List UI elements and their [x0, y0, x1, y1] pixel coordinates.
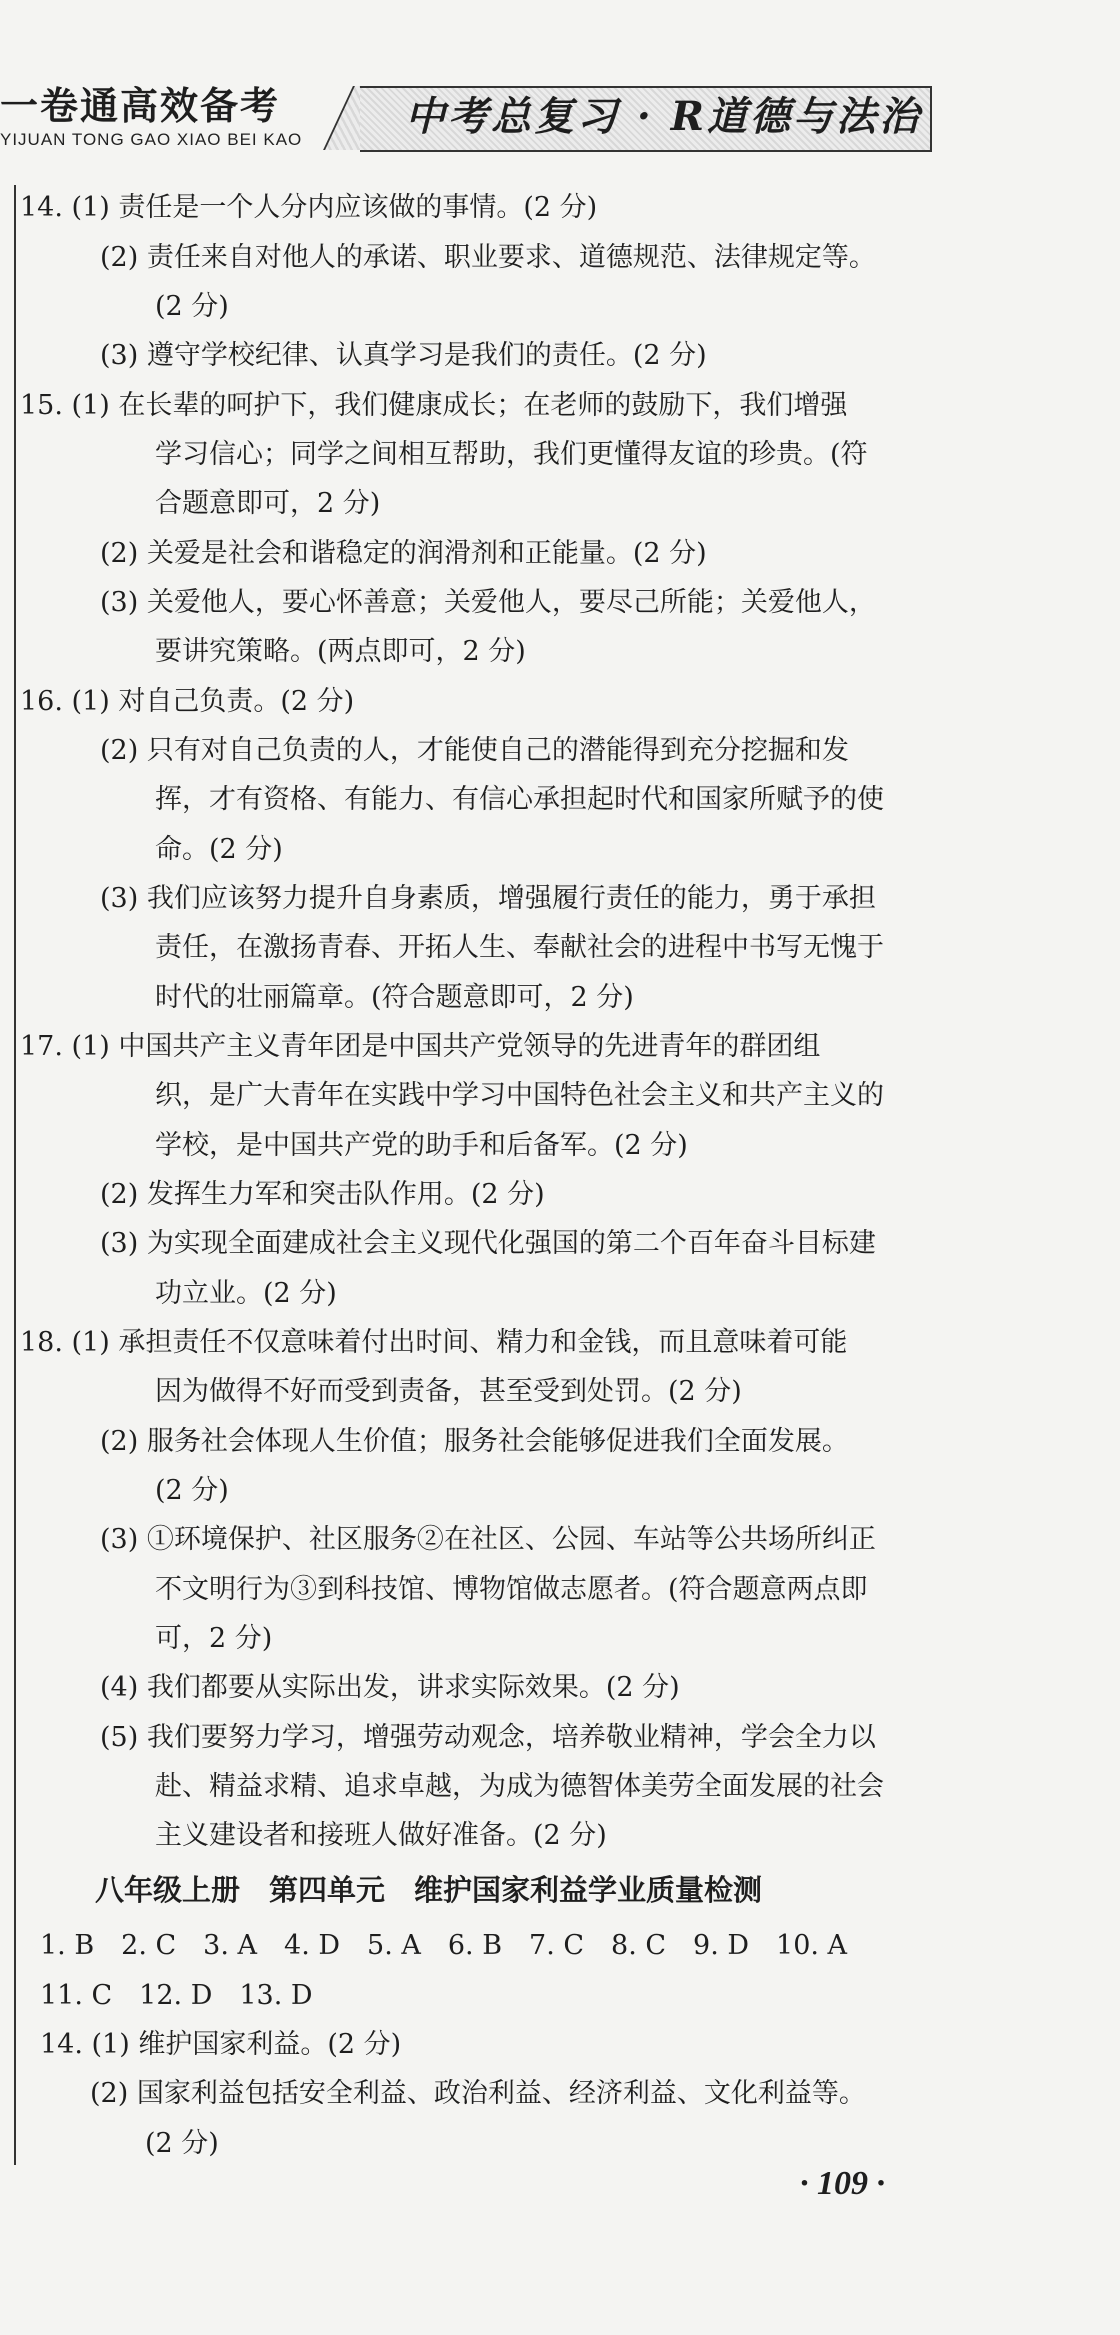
- answer-line: 命。(2 分): [155, 834, 283, 865]
- answer-line: (2) 发挥生力军和突击队作用。(2 分): [100, 1179, 545, 1210]
- answer-line: 责任，在激扬青春、开拓人生、奉献社会的进程中书写无愧于: [155, 932, 884, 963]
- answer-line: (4) 我们都要从实际出发，讲求实际效果。(2 分): [100, 1672, 680, 1703]
- answer-line: (2) 国家利益包括安全利益、政治利益、经济利益、文化利益等。: [90, 2078, 866, 2109]
- answer-line: (2) 责任来自对他人的承诺、职业要求、道德规范、法律规定等。: [100, 242, 876, 273]
- answer-line: 挥，才有资格、有能力、有信心承担起时代和国家所赋予的使: [155, 784, 884, 815]
- section-title: 八年级上册 第四单元 维护国家利益学业质量检测: [95, 1873, 763, 1907]
- answer-line: 功立业。(2 分): [155, 1278, 337, 1309]
- answer-line: (3) ①环境保护、社区服务②在社区、公园、车站等公共场所纠正: [100, 1524, 876, 1555]
- answer-line: (5) 我们要努力学习，增强劳动观念，培养敬业精神，学会全力以: [100, 1722, 876, 1753]
- answer-line: 15. (1) 在长辈的呵护下，我们健康成长；在老师的鼓励下，我们增强: [20, 390, 848, 421]
- answer-line: 时代的壮丽篇章。(符合题意即可，2 分): [155, 982, 634, 1013]
- page-header: [0, 70, 1120, 160]
- margin-rule: [14, 185, 16, 2165]
- answer-line: (2) 服务社会体现人生价值；服务社会能够促进我们全面发展。: [100, 1426, 849, 1457]
- answer-line: 学习信心；同学之间相互帮助，我们更懂得友谊的珍贵。(符: [155, 439, 868, 470]
- answer-line: (3) 为实现全面建成社会主义现代化强国的第二个百年奋斗目标建: [100, 1228, 876, 1259]
- answer-line: 不文明行为③到科技馆、博物馆做志愿者。(符合题意两点即: [155, 1574, 868, 1605]
- answer-line: (3) 遵守学校纪律、认真学习是我们的责任。(2 分): [100, 340, 707, 371]
- answer-line: (2 分): [155, 291, 229, 322]
- answer-line: (2) 只有对自己负责的人，才能使自己的潜能得到充分挖掘和发: [100, 735, 849, 766]
- answer-line: 合题意即可，2 分): [155, 488, 381, 519]
- answer-line: 18. (1) 承担责任不仅意味着付出时间、精力和金钱，而且意味着可能: [20, 1327, 848, 1358]
- answer-line: 赴、精益求精、追求卓越，为成为德智体美劳全面发展的社会: [155, 1771, 884, 1802]
- answer-line: 学校，是中国共产党的助手和后备军。(2 分): [155, 1130, 688, 1161]
- answer-line: 14. (1) 责任是一个人分内应该做的事情。(2 分): [20, 192, 598, 223]
- answer-line: (2 分): [155, 1475, 229, 1506]
- answer-line: 16. (1) 对自己负责。(2 分): [20, 686, 355, 717]
- answer-line: (3) 我们应该努力提升自身素质，增强履行责任的能力，勇于承担: [100, 883, 876, 914]
- answer-line: 主义建设者和接班人做好准备。(2 分): [155, 1820, 607, 1851]
- page-number: · 109 ·: [800, 2165, 885, 2202]
- answer-line: (2) 关爱是社会和谐稳定的润滑剂和正能量。(2 分): [100, 538, 707, 569]
- answer-line: 因为做得不好而受到责备，甚至受到处罚。(2 分): [155, 1376, 742, 1407]
- answer-line: 要讲究策略。(两点即可，2 分): [155, 636, 526, 667]
- answer-line: 织，是广大青年在实践中学习中国特色社会主义和共产主义的: [155, 1080, 884, 1111]
- brand-title: 一卷通高效备考: [0, 84, 281, 128]
- answer-line: 17. (1) 中国共产主义青年团是中国共产党领导的先进青年的群团组: [20, 1031, 821, 1062]
- answer-line: 1. B 2. C 3. A 4. D 5. A 6. B 7. C 8. C 9. D 10. A: [40, 1930, 848, 1961]
- answer-line: (3) 关爱他人，要心怀善意；关爱他人，要尽己所能；关爱他人，: [100, 587, 876, 618]
- answer-line: 11. C 12. D 13. D: [40, 1980, 313, 2011]
- brand-subtitle: YIJUAN TONG GAO XIAO BEI KAO: [0, 130, 303, 149]
- answer-line: 14. (1) 维护国家利益。(2 分): [40, 2029, 402, 2060]
- banner-title: 中考总复习 · R道德与法治: [405, 93, 923, 140]
- answer-line: 可，2 分): [155, 1623, 273, 1654]
- brand-logo: [0, 84, 302, 150]
- answer-line: (2 分): [145, 2128, 219, 2159]
